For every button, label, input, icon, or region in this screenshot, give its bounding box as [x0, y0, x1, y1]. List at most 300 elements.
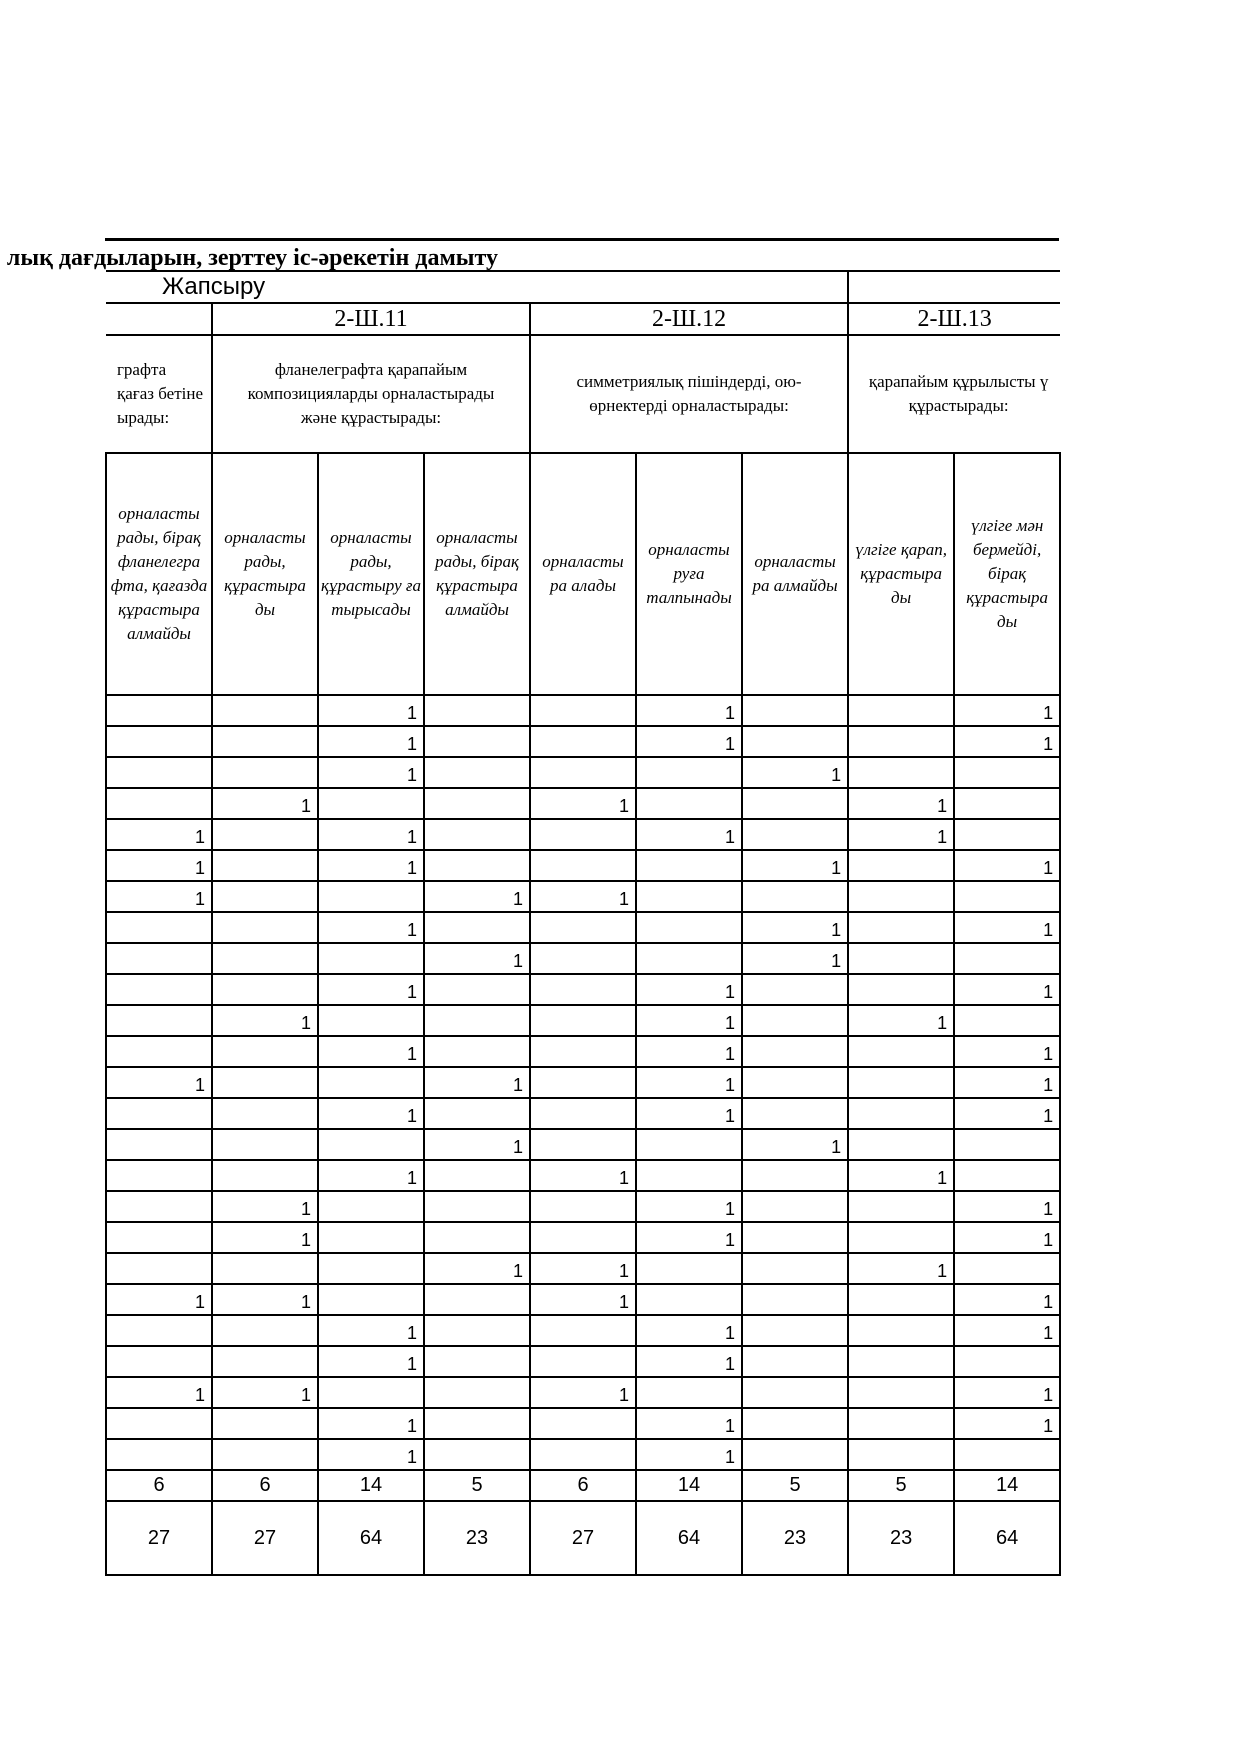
data-cell [742, 1067, 848, 1098]
data-cell: 1 [848, 819, 954, 850]
data-cell [530, 1346, 636, 1377]
subheader-cell [106, 453, 212, 695]
code-cell-12 [530, 303, 848, 335]
data-cell: 1 [106, 850, 212, 881]
data-cell: 1 [848, 1253, 954, 1284]
data-cell [530, 1098, 636, 1129]
data-cell: 1 [318, 1408, 424, 1439]
sheet-title-text: лық дағдыларын, зерттеу іс-әрекетін дамыту [6, 245, 498, 271]
data-cell [954, 788, 1060, 819]
data-cell [742, 881, 848, 912]
data-cell [530, 1005, 636, 1036]
data-cell [212, 1253, 318, 1284]
data-cell [530, 943, 636, 974]
data-cell: 1 [106, 819, 212, 850]
data-cell: 1 [424, 943, 530, 974]
data-cell [106, 788, 212, 819]
table-row [106, 1439, 1060, 1470]
table-row [106, 1222, 1060, 1253]
data-cell [530, 912, 636, 943]
data-cell: 1 [954, 1098, 1060, 1129]
data-cell [742, 1284, 848, 1315]
data-cell: 1 [212, 1222, 318, 1253]
data-cell [212, 819, 318, 850]
data-cell [424, 1005, 530, 1036]
percent-cell: 27 [530, 1501, 636, 1575]
data-cell: 1 [636, 1315, 742, 1346]
percent-cell: 64 [636, 1501, 742, 1575]
data-cell [848, 1346, 954, 1377]
data-cell [848, 1129, 954, 1160]
data-cell [848, 726, 954, 757]
data-cell [318, 1067, 424, 1098]
data-cell: 1 [318, 850, 424, 881]
code-11: 2-Ш.11 [334, 305, 408, 332]
data-cell [212, 1036, 318, 1067]
data-cell [954, 757, 1060, 788]
data-cell [318, 788, 424, 819]
data-cell: 1 [742, 912, 848, 943]
data-cell: 1 [318, 695, 424, 726]
data-cell [106, 1160, 212, 1191]
subheader-6: орналасты руға талпынады [646, 540, 732, 607]
data-cell [848, 1377, 954, 1408]
percent-cell: 27 [106, 1501, 212, 1575]
data-cell: 1 [954, 1408, 1060, 1439]
data-cell [530, 1067, 636, 1098]
data-cell [954, 1129, 1060, 1160]
data-cell [424, 757, 530, 788]
data-cell: 1 [636, 974, 742, 1005]
data-cell [742, 1191, 848, 1222]
data-cell [530, 1036, 636, 1067]
desc-partial-line-2: қағаз бетіне [116, 384, 203, 403]
total-cell: 6 [212, 1470, 318, 1501]
data-cell [212, 881, 318, 912]
data-cell: 1 [212, 1377, 318, 1408]
data-cell: 1 [636, 1439, 742, 1470]
data-cell [424, 1377, 530, 1408]
data-cell [742, 1222, 848, 1253]
data-cell [848, 1036, 954, 1067]
data-cell [212, 974, 318, 1005]
data-cell [636, 757, 742, 788]
data-cell [636, 1284, 742, 1315]
data-cell: 1 [530, 1253, 636, 1284]
data-cell [848, 912, 954, 943]
data-cell [424, 1222, 530, 1253]
subheader-cell [954, 453, 1060, 695]
data-cell [954, 1253, 1060, 1284]
table-row [106, 1160, 1060, 1191]
data-cell [424, 1284, 530, 1315]
data-cell [530, 726, 636, 757]
data-cell [742, 726, 848, 757]
data-cell: 1 [530, 1377, 636, 1408]
table-row [106, 881, 1060, 912]
table-row [106, 850, 1060, 881]
subheader-5: орналасты ра алады [542, 552, 624, 595]
table-row [106, 1346, 1060, 1377]
data-cell [106, 912, 212, 943]
data-cell: 1 [848, 1005, 954, 1036]
desc-cell-13 [848, 335, 1060, 453]
data-cell: 1 [318, 974, 424, 1005]
data-cell [848, 881, 954, 912]
section-row [106, 271, 1060, 303]
data-cell [954, 1160, 1060, 1191]
data-cell [318, 881, 424, 912]
data-cell [636, 788, 742, 819]
subheader-cell [212, 453, 318, 695]
data-cell: 1 [318, 1315, 424, 1346]
data-cell [636, 912, 742, 943]
data-cell: 1 [636, 1036, 742, 1067]
data-cell [954, 881, 1060, 912]
data-cell: 1 [742, 850, 848, 881]
data-cell [636, 1253, 742, 1284]
data-cell [848, 1439, 954, 1470]
data-cell [424, 1346, 530, 1377]
table-row [106, 1191, 1060, 1222]
data-cell: 1 [636, 819, 742, 850]
data-cell [742, 1439, 848, 1470]
data-cell [742, 1408, 848, 1439]
desc-cell-partial [106, 335, 212, 453]
subheader-cell [318, 453, 424, 695]
data-cell: 1 [954, 1377, 1060, 1408]
data-cell [106, 1098, 212, 1129]
data-cell: 1 [318, 912, 424, 943]
data-cell [424, 1439, 530, 1470]
data-cell [530, 1408, 636, 1439]
data-cell: 1 [954, 695, 1060, 726]
data-cell: 1 [106, 1284, 212, 1315]
data-cell: 1 [954, 912, 1060, 943]
data-cell: 1 [318, 1346, 424, 1377]
data-cell [106, 1129, 212, 1160]
data-cell: 1 [954, 1222, 1060, 1253]
data-cell [106, 1005, 212, 1036]
data-cell [106, 757, 212, 788]
data-cell [212, 1315, 318, 1346]
data-cell [424, 1036, 530, 1067]
data-cell [106, 1222, 212, 1253]
data-cell [424, 726, 530, 757]
code-cell-13 [848, 303, 1060, 335]
subheader-cell [636, 453, 742, 695]
data-cell [742, 1036, 848, 1067]
data-cell [742, 1160, 848, 1191]
data-cell [212, 695, 318, 726]
data-cell [530, 695, 636, 726]
data-cell [742, 974, 848, 1005]
data-cell: 1 [954, 974, 1060, 1005]
data-cell [848, 1098, 954, 1129]
data-cell [424, 912, 530, 943]
percent-cell: 64 [954, 1501, 1060, 1575]
data-cell: 1 [848, 1160, 954, 1191]
percent-cell: 23 [848, 1501, 954, 1575]
data-cell [424, 1160, 530, 1191]
total-cell: 14 [636, 1470, 742, 1501]
data-cell [530, 757, 636, 788]
total-cell: 5 [848, 1470, 954, 1501]
data-cell: 1 [742, 757, 848, 788]
data-rows [106, 695, 1060, 1470]
percent-row [106, 1501, 1060, 1575]
data-cell [848, 757, 954, 788]
code-cell-11 [212, 303, 530, 335]
data-cell [636, 1160, 742, 1191]
data-cell [636, 881, 742, 912]
data-cell [848, 974, 954, 1005]
data-cell [106, 974, 212, 1005]
data-cell [318, 1253, 424, 1284]
data-cell [212, 1346, 318, 1377]
data-cell [848, 943, 954, 974]
data-cell: 1 [318, 1098, 424, 1129]
data-cell [212, 1067, 318, 1098]
data-cell: 1 [530, 881, 636, 912]
data-cell [424, 695, 530, 726]
data-cell [742, 1315, 848, 1346]
percent-cell: 27 [212, 1501, 318, 1575]
data-cell [530, 850, 636, 881]
data-cell [106, 1191, 212, 1222]
data-cell: 1 [212, 1191, 318, 1222]
data-cell [318, 1222, 424, 1253]
data-cell: 1 [848, 788, 954, 819]
table-row [106, 1377, 1060, 1408]
data-cell [212, 1160, 318, 1191]
data-cell [318, 1129, 424, 1160]
section-label: Жапсыру [162, 273, 266, 300]
assessment-table [105, 270, 1061, 1576]
data-cell [212, 757, 318, 788]
data-cell [424, 1315, 530, 1346]
data-cell: 1 [742, 943, 848, 974]
data-cell: 1 [636, 726, 742, 757]
data-cell [318, 1191, 424, 1222]
table-row [106, 943, 1060, 974]
data-cell [636, 1129, 742, 1160]
data-cell [636, 850, 742, 881]
data-cell: 1 [954, 1067, 1060, 1098]
code-12: 2-Ш.12 [651, 305, 727, 332]
table-row [106, 726, 1060, 757]
data-cell [742, 1253, 848, 1284]
data-cell [742, 1346, 848, 1377]
subheader-8: үлгіге қарап, құрастыра ды [855, 540, 948, 607]
data-cell [530, 819, 636, 850]
desc-partial-line-1: графта [116, 360, 167, 379]
total-cell: 6 [106, 1470, 212, 1501]
data-cell [106, 1439, 212, 1470]
data-cell [212, 1408, 318, 1439]
subheader-cell [530, 453, 636, 695]
code-13: 2-Ш.13 [917, 305, 992, 332]
data-cell [106, 726, 212, 757]
data-cell [848, 1408, 954, 1439]
data-cell [954, 819, 1060, 850]
data-cell [636, 943, 742, 974]
subheaders-row [106, 453, 1060, 695]
data-cell: 1 [636, 1222, 742, 1253]
data-cell [318, 943, 424, 974]
data-cell: 1 [954, 1315, 1060, 1346]
data-cell: 1 [530, 788, 636, 819]
data-cell: 1 [424, 1129, 530, 1160]
subheader-cell [742, 453, 848, 695]
data-cell [424, 1098, 530, 1129]
desc-cell-12 [530, 335, 848, 453]
data-cell: 1 [636, 1408, 742, 1439]
table-row [106, 788, 1060, 819]
data-cell: 1 [954, 1036, 1060, 1067]
desc-cell-11 [212, 335, 530, 453]
percent-cell: 23 [742, 1501, 848, 1575]
data-cell: 1 [530, 1284, 636, 1315]
data-cell: 1 [318, 1160, 424, 1191]
data-cell [106, 1253, 212, 1284]
totals-row [106, 1470, 1060, 1501]
data-cell: 1 [954, 1284, 1060, 1315]
table-row [106, 757, 1060, 788]
data-cell: 1 [424, 1067, 530, 1098]
subheader-3: орналасты рады, құрастыру ға тырысады [321, 528, 421, 619]
table-row [106, 1005, 1060, 1036]
data-cell: 1 [106, 1377, 212, 1408]
data-cell [848, 1067, 954, 1098]
data-cell [212, 850, 318, 881]
subheader-9: үлгіге мән бермейді, бірақ құрастыра ды [966, 516, 1048, 631]
data-cell [318, 1005, 424, 1036]
table-row [106, 1036, 1060, 1067]
data-cell [530, 1129, 636, 1160]
top-border [105, 238, 1059, 241]
data-cell [530, 1439, 636, 1470]
table-row [106, 1129, 1060, 1160]
data-cell: 1 [636, 1067, 742, 1098]
total-cell: 14 [954, 1470, 1060, 1501]
desc-11: фланелеграфта қарапайым композицияларды орналастырады және құрастырады: [247, 360, 495, 427]
data-cell: 1 [636, 695, 742, 726]
data-cell: 1 [318, 819, 424, 850]
data-cell: 1 [530, 1160, 636, 1191]
table-row [106, 1315, 1060, 1346]
data-cell [106, 1408, 212, 1439]
data-cell: 1 [318, 1036, 424, 1067]
descriptions-row [106, 335, 1060, 453]
desc-13-line-1: қарапайым құрылысты ү [868, 372, 1049, 391]
percent-cell: 23 [424, 1501, 530, 1575]
sheet-title [6, 243, 1059, 273]
data-cell: 1 [424, 881, 530, 912]
data-cell [848, 695, 954, 726]
data-cell [212, 726, 318, 757]
data-cell [848, 1315, 954, 1346]
desc-13-line-2: құрастырады: [908, 396, 1009, 415]
data-cell [424, 1408, 530, 1439]
data-cell [106, 943, 212, 974]
subheader-4: орналасты рады, бірақ құрастыра алмайды [435, 528, 519, 619]
total-cell: 14 [318, 1470, 424, 1501]
data-cell [954, 943, 1060, 974]
data-cell [742, 1005, 848, 1036]
data-cell [106, 1315, 212, 1346]
subheader-1: орналасты рады, бірақ фланелегра фта, қағазда құрастыра алмайды [110, 504, 208, 643]
data-cell [424, 788, 530, 819]
data-cell: 1 [318, 757, 424, 788]
data-cell [954, 1439, 1060, 1470]
data-cell [424, 974, 530, 1005]
data-cell: 1 [954, 726, 1060, 757]
codes-row [106, 303, 1060, 335]
data-cell [424, 819, 530, 850]
data-cell: 1 [212, 788, 318, 819]
data-cell [742, 695, 848, 726]
assessment-sheet [6, 238, 1059, 1606]
data-cell [848, 850, 954, 881]
data-cell: 1 [106, 1067, 212, 1098]
data-cell: 1 [318, 726, 424, 757]
table-row [106, 1098, 1060, 1129]
data-cell [848, 1284, 954, 1315]
data-cell [742, 819, 848, 850]
data-cell [530, 1315, 636, 1346]
data-cell: 1 [954, 850, 1060, 881]
data-cell [424, 850, 530, 881]
code-cell-empty [106, 303, 212, 335]
table-row [106, 1067, 1060, 1098]
desc-12: симметриялық пішіндерді, ою-өрнектерді орналастырады: [576, 372, 802, 415]
data-cell [212, 1098, 318, 1129]
data-cell [530, 1191, 636, 1222]
total-cell: 5 [424, 1470, 530, 1501]
data-cell: 1 [318, 1439, 424, 1470]
data-cell [106, 1036, 212, 1067]
table-row [106, 1284, 1060, 1315]
data-cell [318, 1377, 424, 1408]
data-cell [212, 912, 318, 943]
data-cell [636, 1377, 742, 1408]
data-cell: 1 [636, 1191, 742, 1222]
total-cell: 5 [742, 1470, 848, 1501]
subheader-7: орналасты ра алмайды [752, 552, 838, 595]
table-row [106, 974, 1060, 1005]
percent-cell: 64 [318, 1501, 424, 1575]
table-row [106, 912, 1060, 943]
data-cell [530, 1222, 636, 1253]
data-cell: 1 [636, 1346, 742, 1377]
data-cell [212, 1129, 318, 1160]
data-cell [212, 943, 318, 974]
section-cell [106, 271, 848, 303]
data-cell [530, 974, 636, 1005]
table-row [106, 1408, 1060, 1439]
data-cell: 1 [424, 1253, 530, 1284]
section-cell-empty [848, 271, 1060, 303]
data-cell [848, 1222, 954, 1253]
subheader-cell [848, 453, 954, 695]
data-cell: 1 [636, 1005, 742, 1036]
subheader-2: орналасты рады, құрастыра ды [224, 528, 306, 619]
data-cell [848, 1191, 954, 1222]
data-cell [742, 1377, 848, 1408]
total-cell: 6 [530, 1470, 636, 1501]
table-row [106, 695, 1060, 726]
